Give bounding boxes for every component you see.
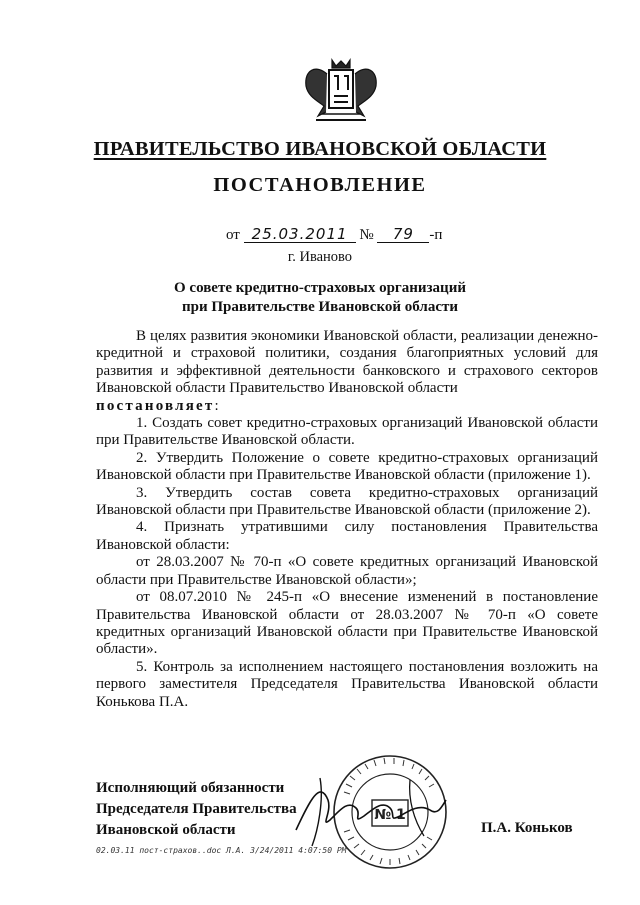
coat-of-arms-icon [296, 56, 386, 126]
handwritten-date: 25.03.2011 [244, 226, 356, 243]
item-4: 4. Признать утратившими силу постановления Правительства Ивановской области: [96, 519, 598, 553]
number-prefix: № [359, 227, 374, 243]
government-name: ПРАВИТЕЛЬСТВО ИВАНОВСКОЙ ОБЛАСТИ [93, 138, 547, 160]
date-prefix: от [226, 227, 240, 243]
signatory-title [96, 778, 297, 841]
signatory-line-1: Исполняющий обязанности [96, 780, 285, 796]
signatory-name: П.А. Коньков [481, 820, 573, 836]
preamble-text: В целях развития экономики Ивановской области, реализации денежно-кредитной и страховой политики, создания благоприятных условий для развития и эффективной деятельности банковского и страхового секторов Ивановской области Правительство Ивановской области [96, 328, 598, 397]
item-2: 2. Утвердить Положение о совете кредитно-страховых организаций Ивановской области при Правительстве Ивановской области (приложение 1). [96, 449, 598, 484]
file-footer: 02.03.11 пост-страхов..doc Л.А. 3/24/2011 4:07:50 PM [96, 846, 347, 855]
item-4a: от 28.03.2007 № 70-п «О совете кредитных организаций Ивановской области при Правительстве Ивановской области»; [96, 554, 598, 588]
number-suffix: -п [429, 227, 443, 243]
decree-subject [0, 279, 640, 317]
document-type: ПОСТАНОВЛЕНИЕ [213, 174, 427, 196]
svg-text:№ 1: № 1 [374, 807, 406, 823]
resolves-word: постановляет [96, 397, 215, 414]
signatory-line-2: Председателя Правительства [96, 801, 297, 817]
item-4b: от 08.07.2010 № 245-п «О внесение изменений в постановление Правительства Ивановской области от 28.03.2007 № 70-п «О совете кредитных организаций Ивановской области при Правительстве Ивановской области». [96, 589, 598, 658]
handwritten-signature-icon [290, 770, 450, 850]
item-3: 3. Утвердить состав совета кредитно-страховых организаций Ивановской области при Правительстве Ивановской области (приложение 2). [96, 484, 598, 519]
preamble [96, 328, 598, 415]
item-1: 1. Создать совет кредитно-страховых организаций Ивановской области при Правительстве Ивановской области. [96, 415, 598, 449]
resolves-colon: : [214, 397, 219, 414]
signatory-line-3: Ивановской области [96, 822, 236, 838]
item-5: 5. Контроль за исполнением настоящего постановления возложить на первого заместителя Председателя Правительства Ивановской области Конькова П.А. [96, 658, 598, 710]
decree-body [96, 328, 598, 711]
subject-line-2: при Правительстве Ивановской области [181, 299, 459, 315]
decree-date-number [226, 226, 442, 244]
subject-line-1: О совете кредитно-страховых организаций [174, 280, 466, 296]
handwritten-number: 79 [377, 226, 429, 243]
city: г. Иваново [287, 249, 353, 265]
